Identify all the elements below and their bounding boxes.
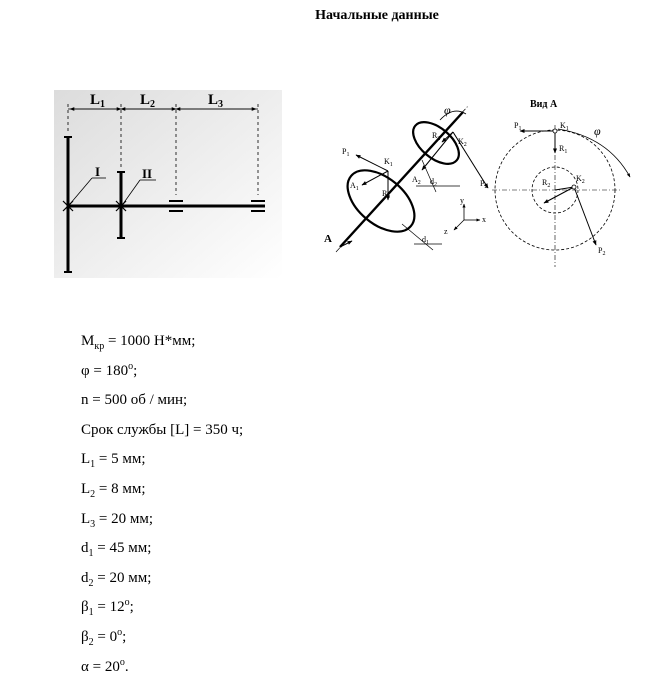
param-l2: $L_2 = 8$ мм; [81,480,146,500]
iso-axes [454,204,480,230]
view-a [490,95,640,270]
iso-label-y: y [460,196,464,205]
iso-label-a1: $A_1$ [350,181,359,192]
param-phi: $\varphi = 180^о$; [81,360,138,379]
param-beta1: $\beta_1 = 12^о$; [81,597,134,619]
isometric-view [318,100,498,260]
view-label-k2: $K_2$ [576,174,585,185]
iso-label-k2: $K_2$ [458,137,467,148]
view-label-p2: $P_2$ [598,246,606,257]
view-forces [520,131,596,245]
param-d1: $d_1 = 45$ мм; [81,540,152,560]
support-label-1: I [95,164,101,179]
iso-label-p1: $P_1$ [342,147,350,158]
param-d2: $d_2 = 20$ мм; [81,569,152,589]
iso-label-a: A [324,233,332,245]
param-alpha: $\alpha = 20^о$. [81,656,129,675]
view-label-k1: $K_1$ [560,121,569,132]
view-label-r2: $R_2$ [542,178,551,189]
iso-label-a2: $A_2$ [412,175,421,186]
param-speed: n = 500 об / мин; [81,392,188,409]
iso-label-phi: φ [444,103,451,117]
view-label-phi: φ [594,124,601,138]
iso-label-d1: $d_1$ [422,235,429,246]
scheme-background [54,90,282,278]
view-label-r1: $R_1$ [559,144,568,155]
param-torque: $M_{кр} = 1000$ Н*мм; [81,333,196,352]
shaft-scheme [50,80,290,280]
param-l3: $L_3 = 20$ мм; [81,510,154,530]
support-label-2: II [142,166,153,181]
page-title: Начальные данные [315,8,439,23]
iso-label-d2: $d_2$ [430,177,437,188]
parameters-list [81,331,243,686]
param-l1: $L_1 = 5$ мм; [81,451,146,471]
dim-label-l3: $L_3$ [208,92,224,110]
iso-label-r2: $R_2$ [432,131,441,142]
iso-label-x: x [482,215,486,224]
dim-label-l1: $L_1$ [90,92,106,110]
view-title: Вид А [530,99,558,110]
param-beta2: $\beta_2 = 0^о$; [81,626,127,648]
param-service-life: Срок службы [L] = 350 ч; [81,421,244,438]
iso-dimensions [402,160,460,250]
iso-forces [340,132,488,247]
iso-label-p2: $P_2$ [480,179,488,190]
iso-label-z: z [444,227,448,236]
view-label-p1: $P_1$ [514,121,522,132]
iso-label-r1: $R_1$ [382,189,391,200]
iso-label-k1: $K_1$ [384,157,393,168]
dim-label-l2: $L_2$ [140,92,156,110]
